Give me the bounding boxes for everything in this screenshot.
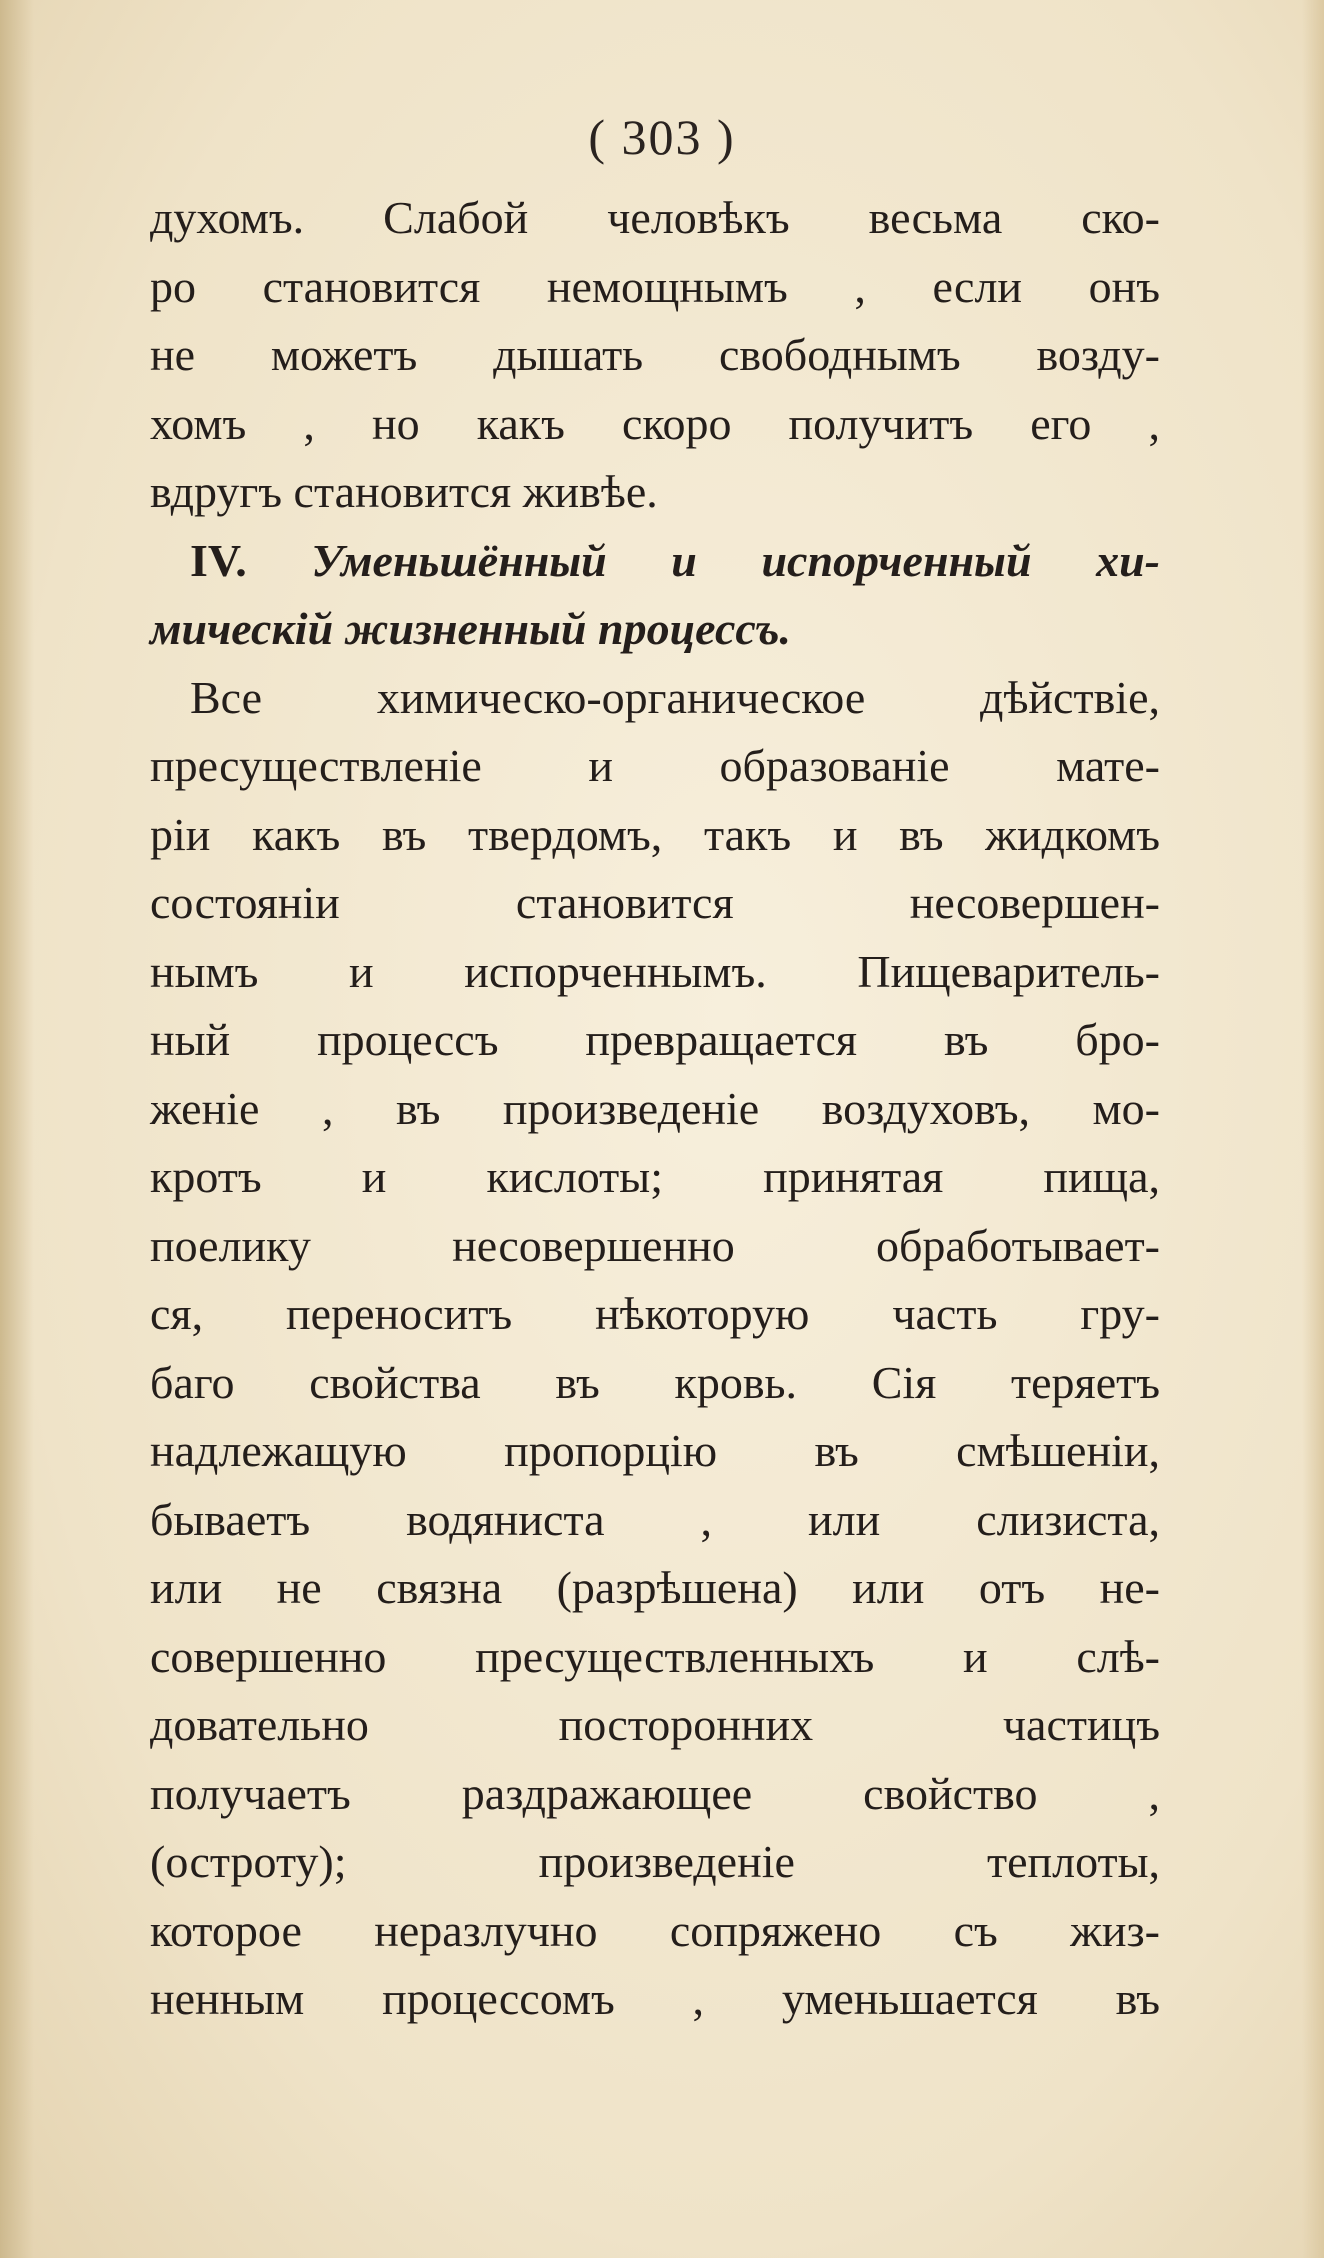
paragraph2-line: кротъ и кислоты; принятая пища, (150, 1151, 1160, 1202)
paragraph2-line: совершенно пресуществленныхъ и слѣ- (150, 1630, 1160, 1682)
page-number: ( 303 ) (588, 109, 736, 165)
paragraph1-line: ро становится немощнымъ , если онъ (150, 260, 1160, 312)
paragraph2-line: ріи какъ въ твердомъ, такъ и въ жидкомъ (150, 808, 1160, 860)
paragraph2-line: ся, переноситъ нѣкоторую часть гру- (150, 1288, 1160, 1339)
spine-shadow (0, 0, 34, 2258)
paragraph2-line: поелику несовершенно обработывает- (150, 1219, 1160, 1271)
section-title-part: мическій жизненный процессъ. (150, 603, 791, 654)
paragraph2-line: нымъ и испорченнымъ. Пищеваритель- (150, 945, 1160, 997)
text-block (150, 184, 1160, 2034)
paragraph1-line: не можетъ дышать свободнымъ возду- (150, 329, 1160, 380)
paragraph2-line: довательно посторонних частицъ (150, 1699, 1160, 1750)
paragraph2-line: надлежащую пропорцію въ смѣшеніи, (150, 1425, 1160, 1476)
paragraph2-line: ненным процессомъ , уменьшается въ (150, 1973, 1160, 2024)
section-title-part: Уменьшённый и испорченный хи- (311, 534, 1160, 586)
paragraph2-line: бываетъ водяниста , или слизиста, (150, 1493, 1160, 1545)
paragraph2-line: баго свойства въ кровь. Сія теряетъ (150, 1356, 1160, 1408)
paragraph2-line: или не связна (разрѣшена) или отъ не- (150, 1562, 1160, 1613)
paragraph1-line: духомъ. Слабой человѣкъ весьма ско- (150, 192, 1160, 243)
paragraph2-line: женіе , въ произведеніе воздуховъ, мо- (150, 1082, 1160, 1134)
paragraph1-line: вдругъ становится живѣе. (150, 466, 658, 517)
section-number: IV. (190, 534, 247, 586)
paragraph2-line: ный процессъ превращается въ бро- (150, 1014, 1160, 1065)
paragraph2-line: Все химическо-органическое дѣйствіе, (190, 671, 1160, 723)
section-heading-line (150, 527, 1160, 596)
paragraph1-line: хомъ , но какъ скоро получитъ его , (150, 397, 1160, 449)
paragraph2-line: пресуществленіе и образованіе мате- (150, 740, 1160, 791)
paragraph2-line: состояніи становится несовершен- (150, 877, 1160, 928)
page-edge (1302, 0, 1324, 2258)
paragraph2-line: получаетъ раздражающее свойство , (150, 1767, 1160, 1819)
paragraph2-line: (остроту); произведеніе теплоты, (150, 1836, 1160, 1887)
paragraph2-line: которое неразлучно сопряжено съ жиз- (150, 1904, 1160, 1956)
